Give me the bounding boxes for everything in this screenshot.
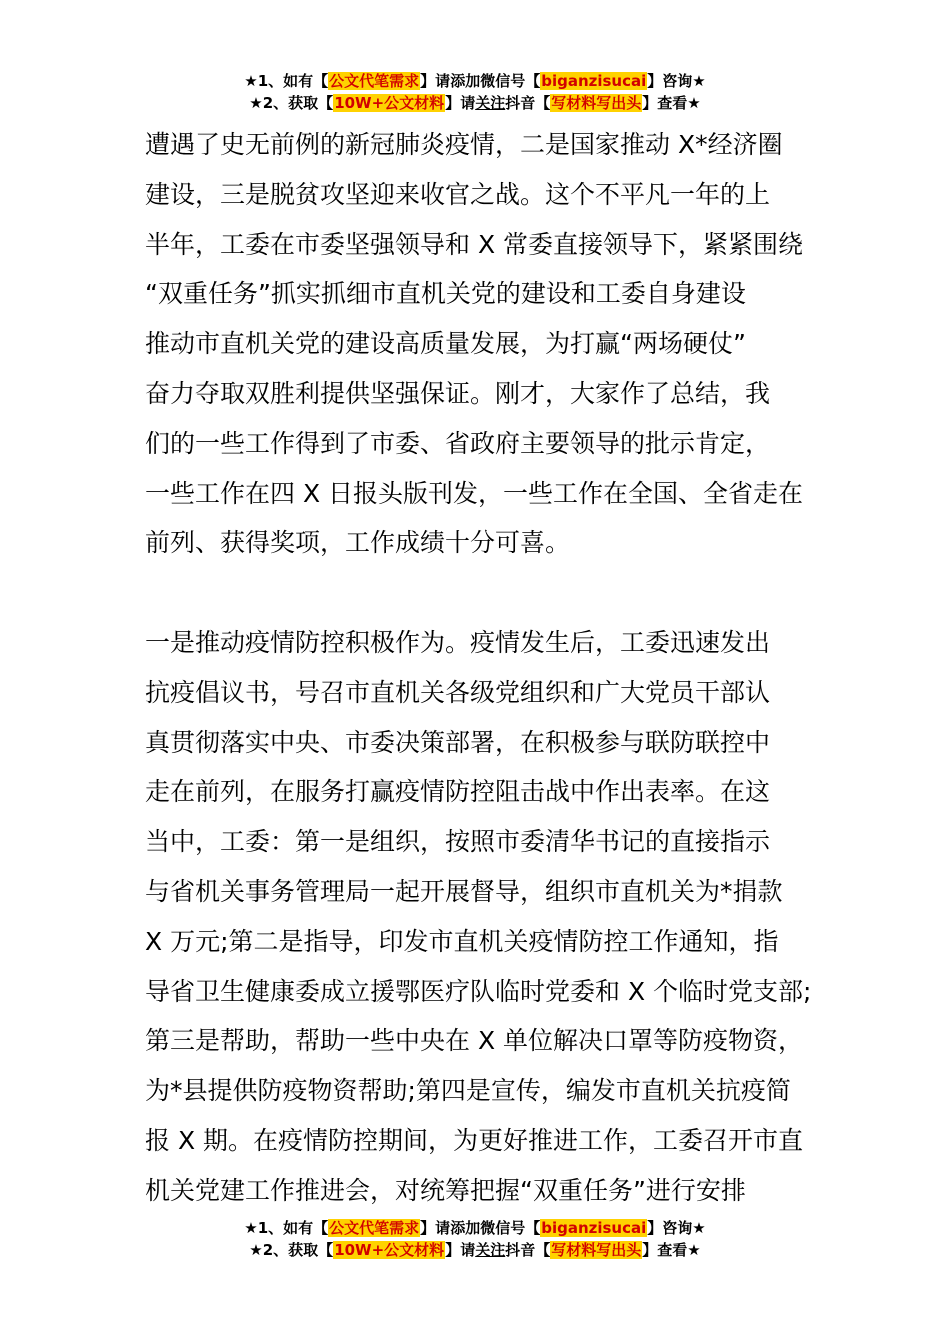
header-banner — [0, 70, 950, 114]
banner-emphasis: 关注 — [475, 94, 506, 112]
banner-text: 抖音【 — [505, 1241, 551, 1259]
banner-emphasis: 添加 — [450, 1219, 481, 1237]
banner-text: 】请 — [420, 1219, 451, 1237]
text-line: 遭遇了史无前例的新冠肺炎疫情，二是国家推动 X*经济圈 — [145, 130, 783, 159]
text-line: “双重任务”抓实抓细市直机关党的建设和工委自身建设 — [145, 279, 746, 309]
text-line: 一是推动疫情防控积极作为。疫情发生后，工委迅速发出 — [145, 628, 771, 657]
text-line: 第三是帮助，帮助一些中央在 X 单位解决口罩等防疫物资， — [145, 1026, 804, 1056]
text-line: 抗疫倡议书，号召市直机关各级党组织和广大党员干部认 — [145, 677, 771, 707]
banner-text: 】请 — [445, 94, 476, 112]
text-line: 推动市直机关党的建设高质量发展，为打赢“两场硬仗” — [145, 329, 746, 359]
service-highlight: 公文代笔需求 — [329, 72, 420, 90]
banner-text: 】查看★ — [642, 94, 701, 112]
text-line: 机关党建工作推进会，对统筹把握“双重任务”进行安排 — [145, 1175, 746, 1205]
banner-emphasis: 添加 — [450, 72, 481, 90]
douyin-id-highlight: 写材料写出头 — [551, 1241, 642, 1259]
footer-banner-line-1 — [0, 1217, 950, 1239]
materials-highlight: 10W+公文材料 — [334, 1241, 445, 1259]
banner-text: 】请 — [420, 72, 451, 90]
banner-text: ★2、获取【 — [249, 94, 334, 112]
header-banner-line-1 — [0, 70, 950, 92]
banner-text: 】咨询★ — [647, 72, 706, 90]
banner-text: 】请 — [445, 1241, 476, 1259]
footer-banner-line-2 — [0, 1239, 950, 1261]
banner-text: 】查看★ — [642, 1241, 701, 1259]
banner-text: ★1、如有【 — [244, 72, 329, 90]
text-line: 真贯彻落实中央、市委决策部署，在积极参与联防联控中 — [145, 727, 771, 757]
banner-text: 微信号【 — [480, 1219, 541, 1237]
banner-text: ★1、如有【 — [244, 1219, 329, 1237]
wechat-id-highlight: biganzisucai — [541, 72, 647, 90]
banner-text: ★2、获取【 — [249, 1241, 334, 1259]
text-line: 当中，工委：第一是组织，按照市委清华书记的直接指示 — [145, 827, 771, 857]
banner-emphasis: 关注 — [475, 1241, 506, 1259]
header-banner-line-2 — [0, 92, 950, 114]
text-line: 们的一些工作得到了市委、省政府主要领导的批示肯定， — [145, 428, 771, 458]
banner-text: 抖音【 — [505, 94, 551, 112]
text-line: 前列、获得奖项，工作成绩十分可喜。 — [145, 528, 571, 558]
paragraph-2 — [145, 618, 810, 1216]
banner-text: 】咨询★ — [647, 1219, 706, 1237]
service-highlight: 公文代笔需求 — [329, 1219, 420, 1237]
text-line: 为*县提供防疫物资帮助;第四是宣传，编发市直机关抗疫简 — [145, 1076, 791, 1106]
douyin-id-highlight: 写材料写出头 — [551, 94, 642, 112]
text-line: X 万元;第二是指导，印发市直机关疫情防控工作通知，指 — [145, 926, 779, 956]
text-line: 导省卫生健康委成立援鄂医疗队临时党委和 X 个临时党支部; — [145, 976, 812, 1006]
footer-banner — [0, 1217, 950, 1261]
wechat-id-highlight: biganzisucai — [541, 1219, 647, 1237]
materials-highlight: 10W+公文材料 — [334, 94, 445, 112]
paragraph-1 — [145, 120, 810, 568]
text-line: 建设，三是脱贫攻坚迎来收官之战。这个不平凡一年的上 — [145, 179, 771, 209]
text-line: 报 X 期。在疫情防控期间，为更好推进工作，工委召开市直 — [145, 1125, 804, 1155]
banner-text: 微信号【 — [480, 72, 541, 90]
text-line: 一些工作在四 X 日报头版刊发，一些工作在全国、全省走在 — [145, 478, 804, 508]
text-line: 走在前列，在服务打赢疫情防控阻击战中作出表率。在这 — [145, 777, 771, 807]
text-line: 半年，工委在市委坚强领导和 X 常委直接领导下，紧紧围绕 — [145, 229, 804, 259]
text-line: 奋力夺取双胜利提供坚强保证。刚才，大家作了总结，我 — [145, 378, 771, 408]
text-line: 与省机关事务管理局一起开展督导，组织市直机关为*捐款 — [145, 876, 783, 906]
